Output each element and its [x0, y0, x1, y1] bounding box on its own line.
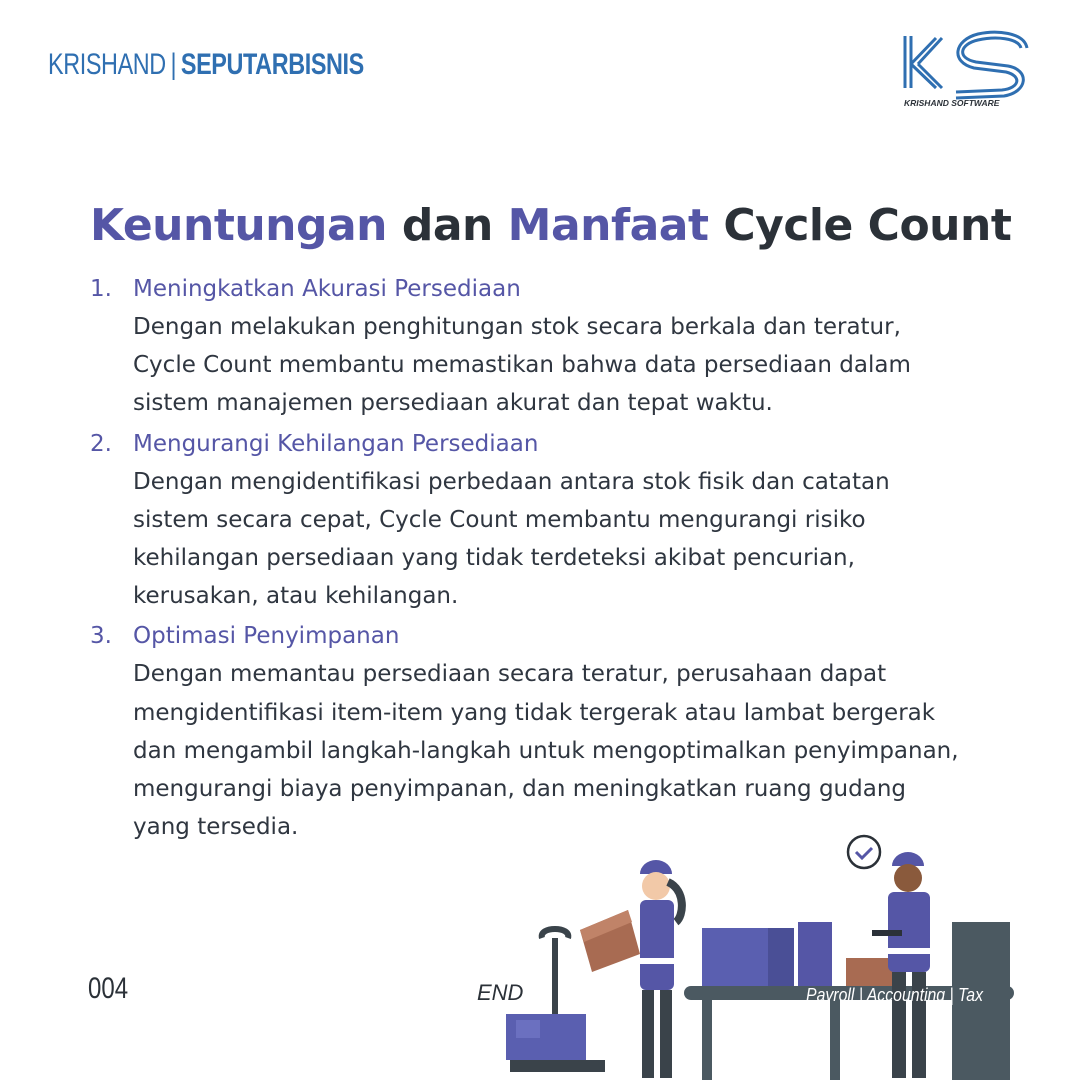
- list-item-body: [133, 308, 1020, 423]
- body-line: Dengan memantau persediaan secara teratur, perusahaan dapat: [133, 661, 887, 688]
- footer-service-tags: Payroll | Accounting | Tax: [806, 985, 983, 1005]
- title-word-manfaat: Manfaat: [507, 200, 709, 251]
- list-item-number: 1.: [90, 276, 112, 302]
- body-line: sistem secara cepat, Cycle Count membantu mengurangi risiko: [133, 506, 866, 533]
- list-item: [90, 617, 1020, 846]
- page-number: 004: [88, 972, 129, 1005]
- body-line: Dengan melakukan penghitungan stok secara berkala dan teratur,: [133, 314, 901, 340]
- page-title: [90, 200, 1011, 251]
- list-item-number: 3.: [90, 623, 112, 650]
- brand-header: [48, 48, 364, 82]
- body-line: yang tersedia.: [133, 814, 299, 841]
- warehouse-workers-illustration: [480, 830, 1040, 1080]
- body-line: mengurangi biaya penyimpanan, dan meningkatkan ruang gudang: [133, 776, 907, 803]
- list-item-number: 2.: [90, 430, 112, 457]
- list-item-body: [133, 655, 1020, 846]
- body-line: kehilangan persediaan yang tidak terdeteksi akibat pencurian,: [133, 545, 855, 572]
- brand-name: KRISHAND: [48, 48, 166, 81]
- body-line: Dengan mengidentifikasi perbedaan antara stok fisik dan catatan: [133, 468, 890, 495]
- body-line: dan mengambil langkah-langkah untuk mengoptimalkan penyimpanan,: [133, 737, 959, 764]
- body-line: mengidentifikasi item-item yang tidak tergerak atau lambat bergerak: [133, 699, 936, 726]
- list-item-heading: Optimasi Penyimpanan: [133, 623, 400, 650]
- body-line: Cycle Count membantu memastikan bahwa data persediaan dalam: [133, 352, 911, 379]
- title-word-keuntungan: Keuntungan: [90, 200, 388, 251]
- worker-with-box-icon: [580, 860, 682, 1078]
- body-line: kerusakan, atau kehilangan.: [133, 583, 459, 610]
- title-word-cycle-count: Cycle Count: [708, 200, 1012, 251]
- benefits-list: [90, 270, 1020, 848]
- logo-text: KRISHAND SOFTWARE: [904, 98, 1000, 108]
- list-item-body: [133, 463, 1020, 616]
- list-item: [90, 425, 1020, 616]
- brand-separator: |: [170, 48, 177, 81]
- worker-with-tablet-icon: [848, 836, 930, 1078]
- list-item-heading: Mengurangi Kehilangan Persediaan: [133, 430, 539, 457]
- krishand-software-logo: [896, 30, 1036, 110]
- body-line: sistem manajemen persediaan akurat dan tepat waktu.: [133, 390, 773, 417]
- brand-subtitle: SEPUTARBISNIS: [180, 48, 364, 81]
- list-item-heading: Meningkatkan Akurasi Persediaan: [133, 276, 521, 302]
- title-word-dan: dan: [387, 200, 508, 251]
- end-label: END: [477, 980, 524, 1005]
- list-item: [90, 270, 1020, 423]
